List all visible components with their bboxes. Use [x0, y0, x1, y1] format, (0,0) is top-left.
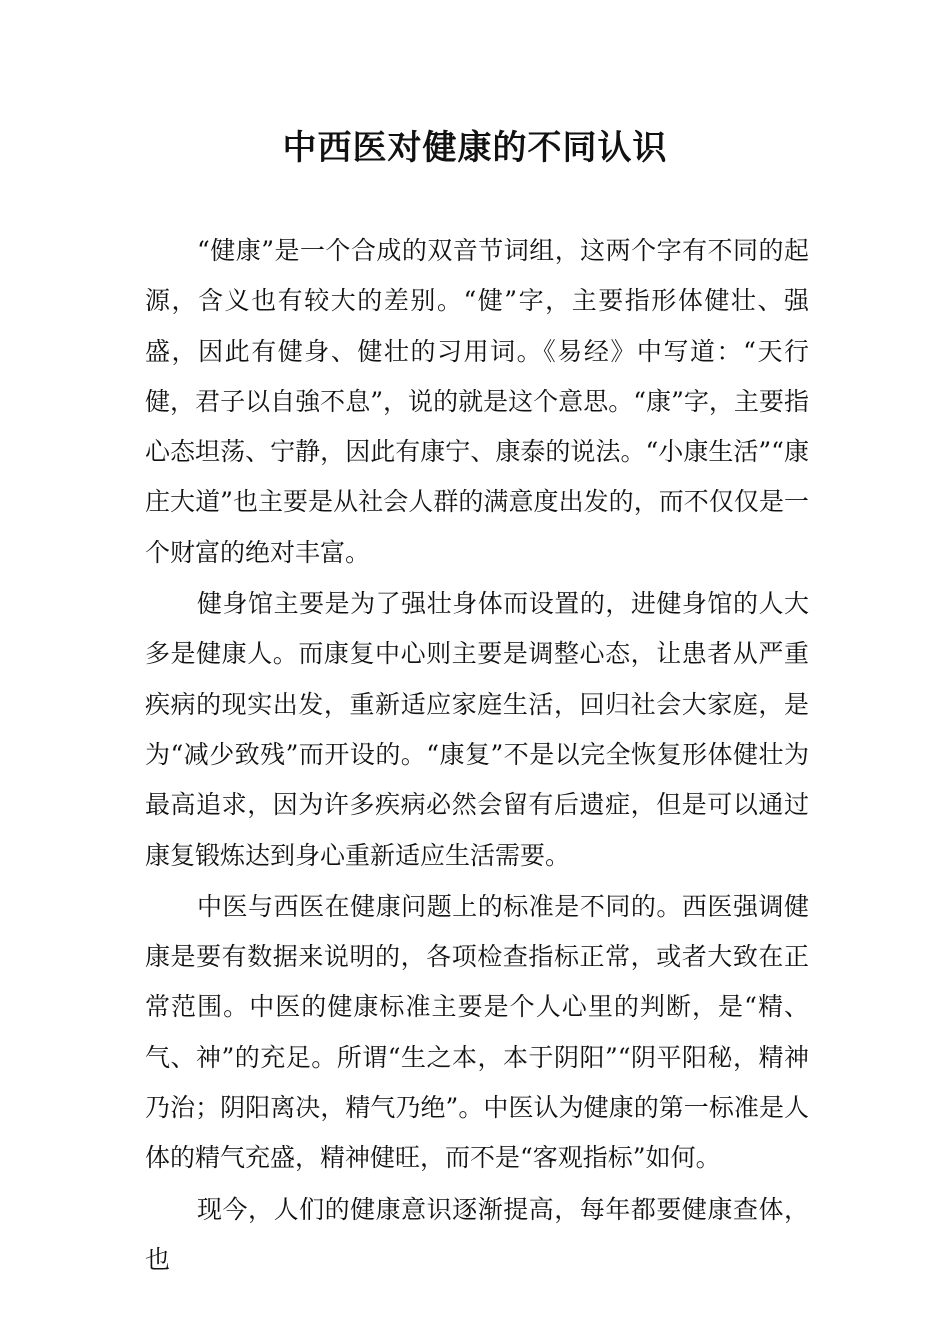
- paragraph-1: “健康”是一个合成的双音节词组，这两个字有不同的起源，含义也有较大的差别。“健”字，主要指形体健壮、强盛，因此有健身、健壮的习用词。《易经》中写道：“天行健，君子以自強不息”，说的就是这个意思。“康”字，主要指心态坦荡、宁静，因此有康宁、康泰的说法。“小康生活”“康庄大道”也主要是从社会人群的满意度出发的，而不仅仅是一个财富的绝对丰富。: [145, 236, 809, 567]
- paragraph-3: 中医与西医在健康问题上的标准是不同的。西医强调健康是要有数据来说明的，各项检查指标正常，或者大致在正常范围。中医的健康标准主要是个人心里的判断，是“精、气、神”的充足。所谓“生之本，本于阴阳”“阴平阳秘，精神乃治；阴阳离决，精气乃绝”。中医认为健康的第一标准是人体的精气充盛，精神健旺，而不是“客观指标”如何。: [145, 891, 809, 1173]
- document-body: [145, 226, 809, 1286]
- document-title: 中西医对健康的不同认识: [282, 128, 668, 168]
- paragraph-4: 现今，人们的健康意识逐渐提高，每年都要健康查体，也: [145, 1194, 809, 1274]
- paragraph-2: 健身馆主要是为了强壮身体而设置的，进健身馆的人大多是健康人。而康复中心则主要是调整心态，让患者从严重疾病的现实出发，重新适应家庭生活，回归社会大家庭，是为“减少致残”而开设的。“康复”不是以完全恢复形体健壮为最高追求，因为许多疾病必然会留有后遗症，但是可以通过康复锻炼达到身心重新适应生活需要。: [145, 589, 809, 870]
